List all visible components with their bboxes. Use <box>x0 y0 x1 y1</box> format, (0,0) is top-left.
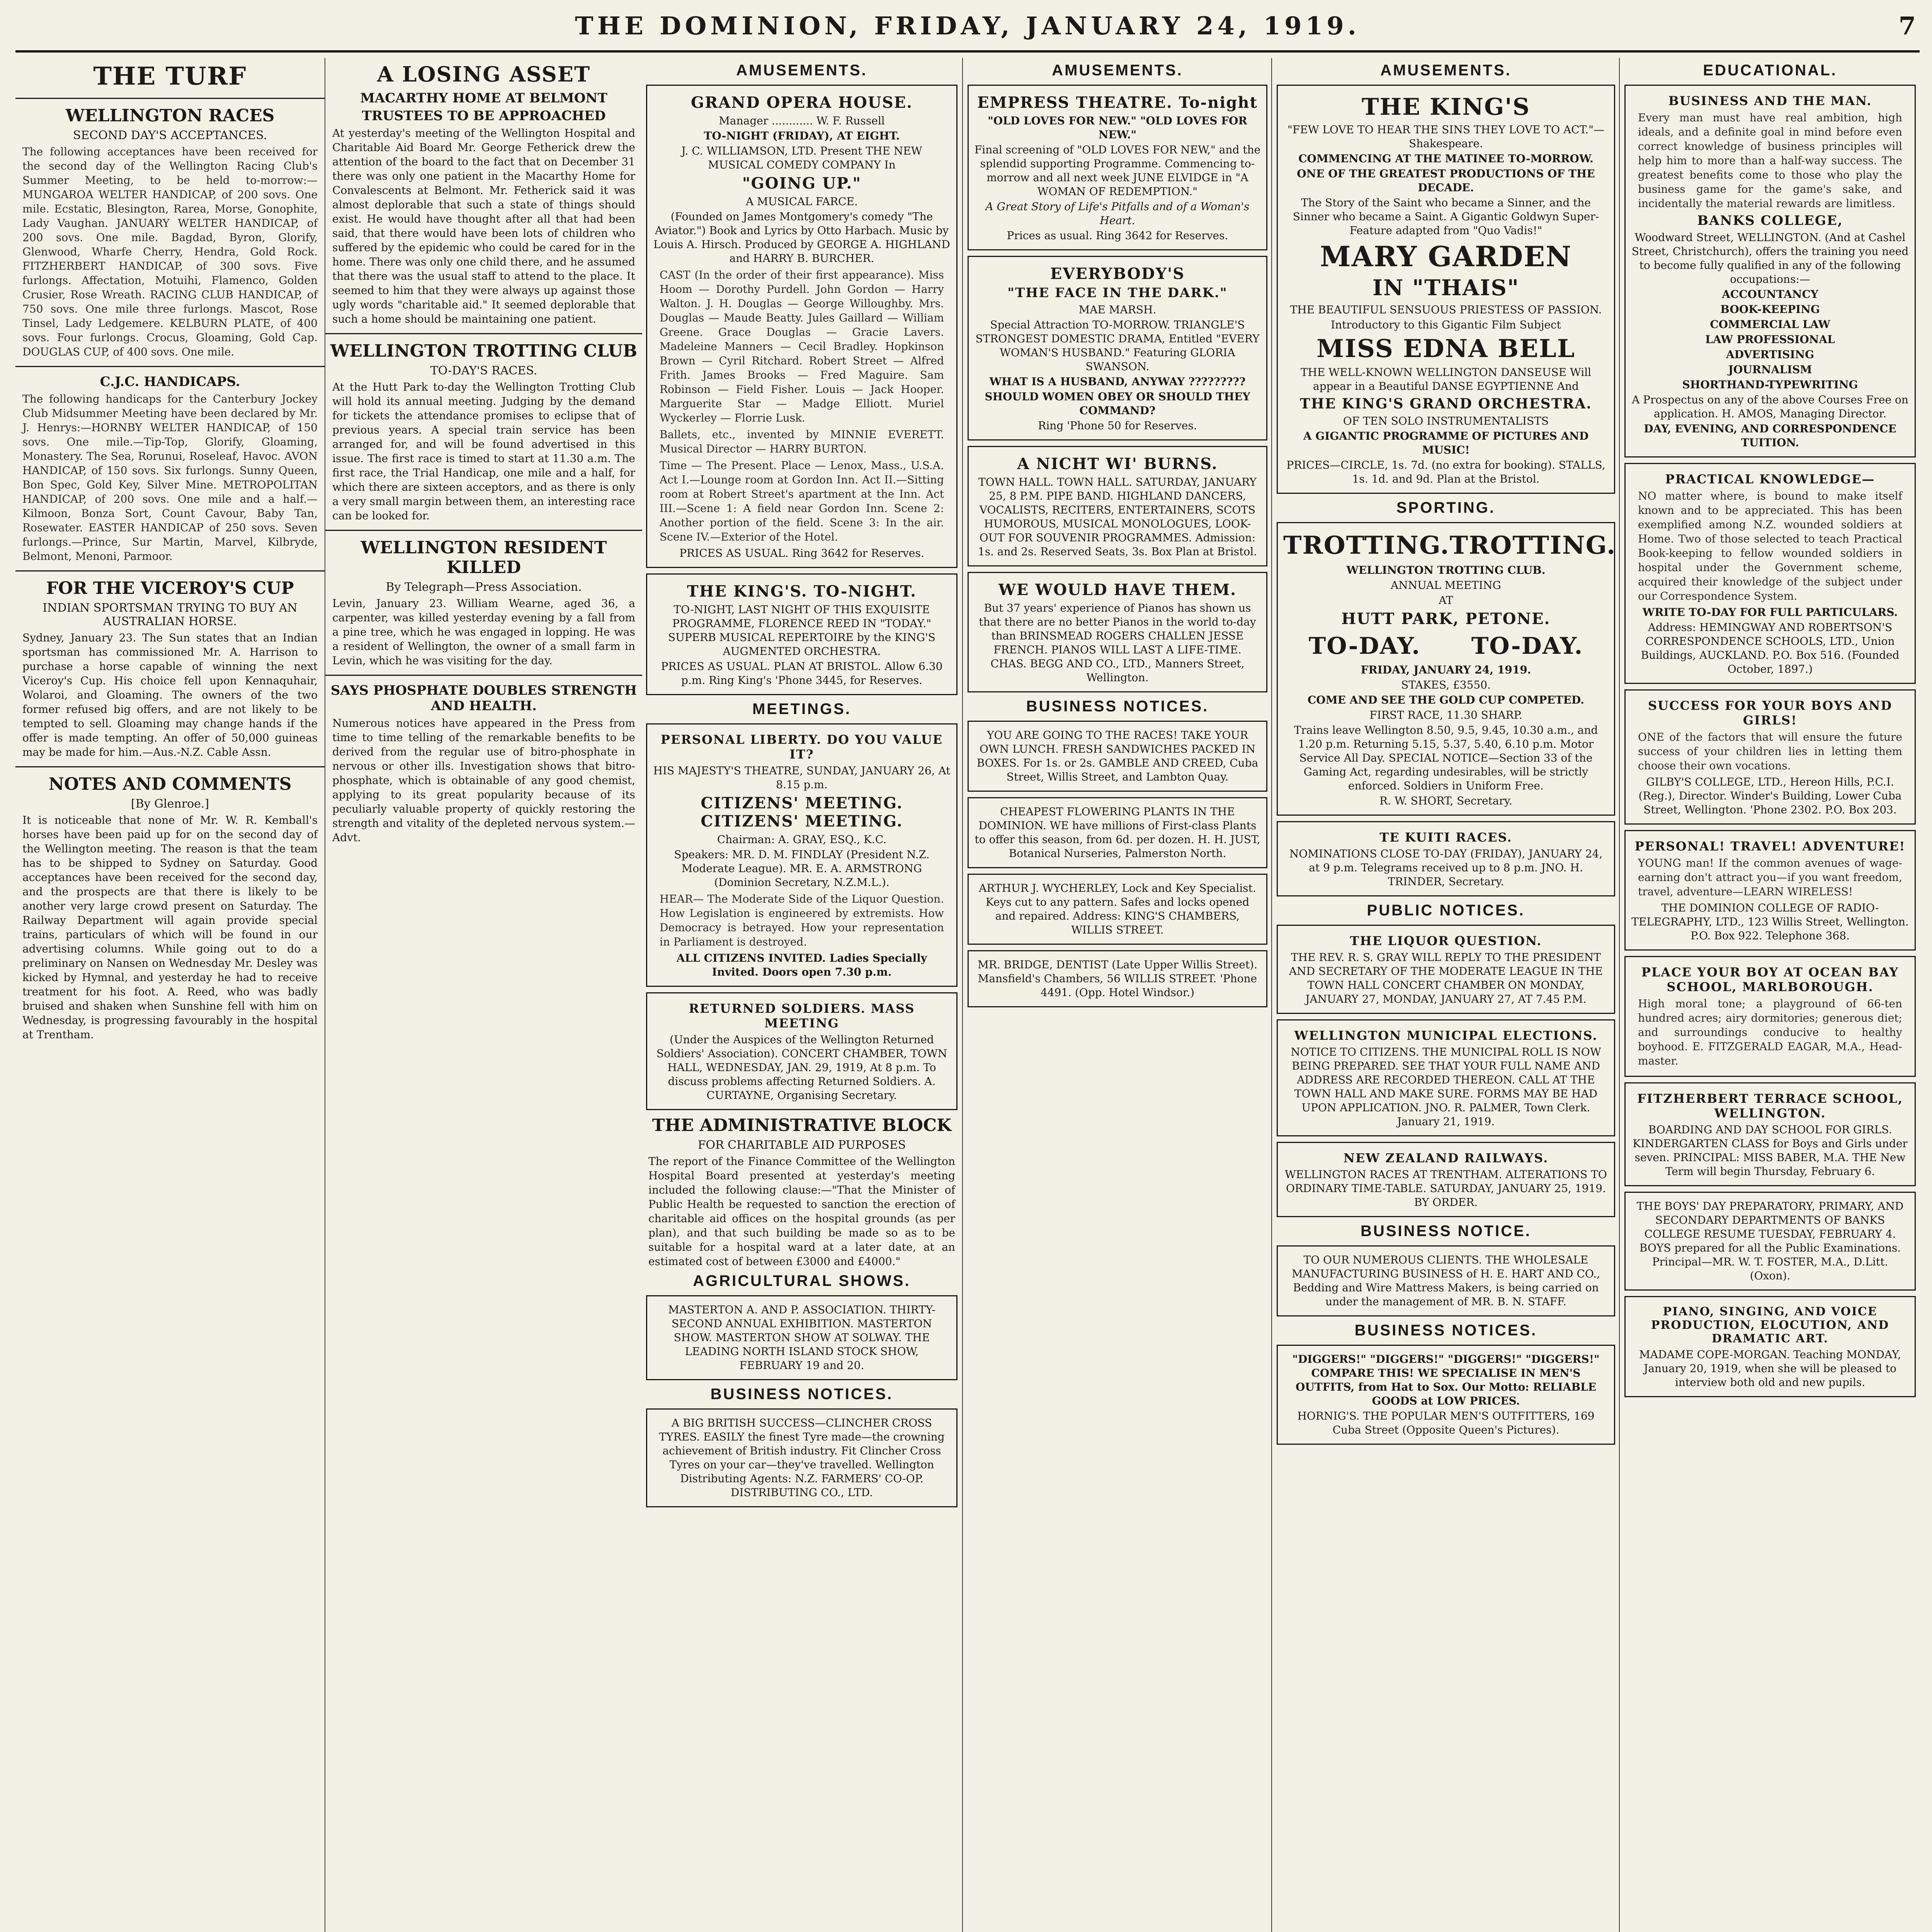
everybodys-question: WHAT IS A HUSBAND, ANYWAY ????????? <box>989 375 1246 388</box>
cjc-body: The following handicaps for the Canterbury Jockey Club Midsummer Meeting have been declared by Mr. J. Henrys:—HORNBY WELTER HANDICAP, of 150 sovs. One mile.—Tip-Top, Glorify, Gloaming, Monastery. The Sea, Rorunui, Roseleaf, Havoc. AVON HANDICAP, of 150 sovs. Six furlongs. Sunny Queen, Bon Spec, Gold Key, Silver Mine. METROPOLITAN HANDICAP, of 200 sovs. One mile and a half.—Kilmoon, Bonza Sort, Count Cavour, Baby Tan, Rosewater. EASTER HANDICAP of 250 sovs. Seven furlongs.—Prince, Sur Martin, Marvel, Kilbryde, Belmont, Menoni, Parmoor. <box>22 393 318 563</box>
banks-college-ad <box>1624 85 1916 457</box>
hart-ad <box>1277 1245 1615 1316</box>
trotting-stakes: STAKES, £3550. <box>1401 679 1491 691</box>
banks-course-4: ADVERTISING <box>1726 348 1815 361</box>
losing-asset-body: At yesterday's meeting of the Wellington Hospital and Charitable Aid Board Mr. George Fetherick drew the attention of the board to the fact that on December 31 there was only one patient in the Macarthy Home for Convalescents at Belmont. Mr. Fetherick said it was almost deplorable that such a state of things should exist. He would have thought after all that had been said, that there would have been lots of children who suffered by the epidemic who could be cared for in the home. There was only one child there, and he assumed that there was the usual staff to attend to the place. It seemed to him that they were always up against those ugly words "charitable aid." It seemed deplorable that such a home should be maintaining one patient. <box>332 127 635 325</box>
viceroy-body: Sydney, January 23. The Sun states that an Indian sportsman has commissioned Mr. A. Harrison to purchase a horse capable of winning the next Viceroy's Cup. His choice fell upon Kennaquhair, Wolaroi, and Gloaming. The owners of the two former refused big offers, and are not likely to be tempted to sell. Gloaming may change hands if the offer is made tempting. An offer of 50,000 guineas may be made for him.—Aus.-N.Z. Cable Assn. <box>22 631 318 759</box>
wellington-races-title: WELLINGTON RACES <box>65 106 275 126</box>
thais-miss: MISS EDNA BELL <box>1316 334 1575 363</box>
everybodys-show: "THE FACE IN THE DARK." <box>1007 285 1228 301</box>
trotting-club-sub: TO-DAY'S RACES. <box>430 364 537 378</box>
viceroy-sub: INDIAN SPORTSMAN TRYING TO BUY AN AUSTRALIAN HORSE. <box>43 601 298 628</box>
banks-course-5: JOURNALISM <box>1728 363 1812 376</box>
amusements-header-3: AMUSEMENTS. <box>736 62 867 79</box>
thais-orchestra-sub: OF TEN SOLO INSTRUMENTALISTS <box>1343 415 1549 427</box>
hart-body: TO OUR NUMEROUS CLIENTS. THE WHOLESALE MANUFACTURING BUSINESS of H. E. HART AND CO., Bedding and Wire Mattress Makers, is being carried on under the management of MR. B. N. STAFF. <box>1292 1253 1600 1308</box>
banks-college-title: BANKS COLLEGE, <box>1697 213 1843 228</box>
admin-block-title: THE ADMINISTRATIVE BLOCK <box>652 1116 952 1135</box>
returned-soldiers-body: (Under the Auspices of the Wellington Returned Soldiers' Association). CONCERT CHAMBER, TOWN HALL, WEDNESDAY, JAN. 29, 1919, At 8 p.m. To discuss problems affecting Returned Soldiers. A. CURTAYNE, Organising Secretary. <box>656 1033 947 1102</box>
write-address: Address: HEMINGWAY AND ROBERTSON'S CORRESPONDENCE SCHOOLS, LTD., Union Buildings, AUCKLAND. P.O. Box 516. (Founded October, 1897.) <box>1641 621 1900 675</box>
column-1 <box>15 58 325 1932</box>
gilbys-address: GILBY'S COLLEGE, LTD., Hereon Hills, P.C.I. (Reg.), Director. Winder's Building, Lower Cuba Street, Wellington. 'Phone 2302. P.O. Box 203. <box>1638 776 1902 816</box>
liberty-title: PERSONAL LIBERTY. DO YOU VALUE IT? <box>660 732 943 762</box>
kings-prices: PRICES AS USUAL. PLAN AT BRISTOL. Allow 6.30 p.m. Ring King's 'Phone 3445, for Reserves. <box>661 660 943 687</box>
lunch-ad <box>968 721 1267 792</box>
trotting-ad <box>1277 522 1615 816</box>
municipal-body: NOTICE TO CITIZENS. THE MUNICIPAL ROLL IS NOW BEING PREPARED. SEE THAT YOUR FULL NAME AND ADDRESS ARE RECORDED THEREON. CALL AT THE TOWN HALL AND MAKE SURE. FORMS MAY BE HAD UPON APPLICATION. JNO. R. PALMER, Town Clerk. January 21, 1919. <box>1291 1046 1601 1128</box>
wireless-ad <box>1624 830 1916 951</box>
opera-house-title: GRAND OPERA HOUSE. <box>690 94 913 112</box>
business-man-title: BUSINESS AND THE MAN. <box>1668 94 1872 108</box>
returned-soldiers-title: RETURNED SOLDIERS. MASS MEETING <box>689 1001 915 1031</box>
kings-ad <box>646 573 957 695</box>
banks-course-1: BOOK-KEEPING <box>1720 303 1820 316</box>
masthead-title: THE DOMINION, FRIDAY, JANUARY 24, 1919. <box>575 12 1361 41</box>
practical-knowledge-ad <box>1624 463 1916 684</box>
piano-ad <box>1624 1296 1916 1397</box>
thais-star-sub: THE BEAUTIFUL SENSUOUS PRIESTESS OF PASSION. <box>1290 303 1602 316</box>
agri-header: AGRICULTURAL SHOWS. <box>693 1272 911 1289</box>
liberty-hear: HEAR— The Moderate Side of the Liquor Question. How Legislation is engineered by extremists. How Democracy is betrayed. How your representation in Parliament is destroyed. <box>660 893 944 948</box>
ocean-bay-ad <box>1624 956 1916 1077</box>
thais-intro: Introductory to this Gigantic Film Subject <box>1331 318 1561 331</box>
resident-killed-body: Levin, January 23. William Wearne, aged 36, a carpenter, was killed yesterday evening by a fall from a pine tree, which he was engaged in lopping. He was a resident of Wellington, the owner of a small farm in Levin, which he was visiting for the day. <box>332 597 635 667</box>
masterton-body: MASTERTON A. AND P. ASSOCIATION. THIRTY-SECOND ANNUAL EXHIBITION. MASTERTON SHOW. MASTERTON SHOW AT SOLWAY. THE LEADING NORTH ISLAND STOCK SHOW, FEBRUARY 19 and 20. <box>668 1303 935 1372</box>
tyres-ad <box>646 1408 957 1507</box>
opera-house-ad <box>646 85 957 568</box>
opera-house-show: "GOING UP." <box>742 174 862 192</box>
fitzherbert-title: FITZHERBERT TERRACE SCHOOL, WELLINGTON. <box>1637 1091 1903 1121</box>
liberty-meeting-ad <box>646 723 957 987</box>
admin-block-sub: FOR CHARITABLE AID PURPOSES <box>697 1138 906 1152</box>
business-header-3: BUSINESS NOTICES. <box>710 1386 893 1403</box>
liberty-speakers: Speakers: MR. D. M. FINDLAY (President N.Z. Moderate League). MR. E. A. ARMSTRONG (Dominion Secretary, N.Z.M.L.). <box>674 848 930 889</box>
diggers-ad <box>1277 1345 1615 1445</box>
liquor-question-title: THE LIQUOR QUESTION. <box>1350 934 1542 948</box>
opera-house-cast: CAST (In the order of their first appearance). Miss Hoom — Dorothy Purdell. John Gordon — Harry Walton. J. H. Douglas — George Willoughby. Mrs. Douglas — Maude Beatty. Jules Gaillard — William Greene. Grace Douglas — Gracie Lavers. Madeleine Manners — Cecil Bradley. Hopkinson Brown — Cyril Ritchard. Robert Street — Alfred Frith. James Brooks — Fred Maguire. Sam Robinson — Field Fisher. Louis — Jack Hooper. Marguerite Star — Madge Elliott. Muriel Wyckerley — Florrie Lusk. <box>660 269 944 424</box>
thais-programme: A GIGANTIC PROGRAMME OF PICTURES AND MUSIC! <box>1303 430 1589 456</box>
banks-tuition: DAY, EVENING, AND CORRESPONDENCE TUITION. <box>1644 422 1896 449</box>
business-notices-header-5: BUSINESS NOTICES. <box>1354 1322 1537 1339</box>
meetings-header: MEETINGS. <box>752 701 852 718</box>
opera-house-farce: A MUSICAL FARCE. <box>746 195 858 208</box>
trotting-gold-cup: COME AND SEE THE GOLD CUP COMPETED. <box>1308 694 1584 706</box>
everybodys-body: Special Attraction TO-MORROW. TRIANGLE'S STRONGEST DOMESTIC DRAMA, Entitled "EVERY WOMAN'S HUSBAND." Featuring GLORIA SWANSON. <box>975 318 1260 373</box>
thais-ad <box>1277 85 1615 494</box>
thais-orchestra: THE KING'S GRAND ORCHESTRA. <box>1300 396 1592 412</box>
banks-course-0: ACCOUNTANCY <box>1722 288 1818 301</box>
lunch-body: YOU ARE GOING TO THE RACES! TAKE YOUR OWN LUNCH. FRESH SANDWICHES PACKED IN BOXES. For 1s. or 2s. GAMBLE AND CREED, Cuba Street, Willis Street, and Lambton Quay. <box>976 729 1259 783</box>
business-notice-header: BUSINESS NOTICE. <box>1361 1223 1531 1240</box>
admin-block-body: The report of the Finance Committee of the Wellington Hospital Board presented at yesterday's meeting included the following clause:—"That the Minister of Public Health be requested to sanction the erection of charitable aid offices on the hospital grounds (as per plan), and that such building be made so as to be suitable for a hospital ward at a later date, at an estimated cost of between £3000 and £4000." <box>648 1155 955 1268</box>
trotting-first-race: FIRST RACE, 11.30 SHARP. <box>1369 709 1522 721</box>
cjc-title: C.J.C. HANDICAPS. <box>100 374 240 389</box>
practical-body: NO matter where, is bound to make itself known and to be appreciated. This has been exemplified among N.Z. wounded soldiers at Home. Two of those selected to teach Practical Book-keeping to fellow wounded soldiers in hospital under the Government scheme, acquired their knowledge of the subject under our Correspondence System. <box>1638 490 1902 602</box>
column-4 <box>962 58 1272 1932</box>
banks-course-3: LAW PROFESSIONAL <box>1705 333 1835 346</box>
empress-body: Final screening of "OLD LOVES FOR NEW," and the splendid supporting Programme. Commencing to-morrow and all next week JUNE ELVIDGE in "A WOMAN OF REDEMPTION." <box>974 143 1261 198</box>
wireless-title: PERSONAL! TRAVEL! ADVENTURE! <box>1634 839 1906 854</box>
business-header-4: BUSINESS NOTICES. <box>1026 698 1209 715</box>
te-kuiti-body: NOMINATIONS CLOSE TO-DAY (FRIDAY), JANUARY 24, at 9 p.m. Telegrams received up to 8 p.m. JNO. H. TRINDER, Secretary. <box>1289 847 1603 888</box>
trotting-today-right: TO-DAY. <box>1471 633 1583 660</box>
pianos-ad <box>968 572 1267 692</box>
liquor-question-body: THE REV. R. S. GRAY WILL REPLY TO THE PRESIDENT AND SECRETARY OF THE MODERATE LEAGUE IN THE TOWN HALL CONCERT CHAMBER ON MONDAY, JANUARY 27, MONDAY, JANUARY 27, AT 7.45 P.M. <box>1289 951 1603 1005</box>
plants-body: CHEAPEST FLOWERING PLANTS IN THE DOMINION. WE have millions of First-class Plants to offer this season, from 6d. per dozen. H. H. JUST, Botanical Nurseries, Palmerston North. <box>975 805 1260 860</box>
fitzherbert-body: BOARDING AND DAY SCHOOL FOR GIRLS. KINDERGARTEN CLASS for Boys and Girls under seven. PRINCIPAL: MISS BABER, M.A. THE New Term will begin Thursday, February 6. <box>1633 1123 1908 1178</box>
banks-course-6: SHORTHAND-TYPEWRITING <box>1682 378 1858 391</box>
everybodys-star: MAE MARSH. <box>1078 303 1156 316</box>
masthead <box>15 8 1920 53</box>
write-today: WRITE TO-DAY FOR FULL PARTICULARS. <box>1642 606 1898 619</box>
piano-title: PIANO, SINGING, AND VOICE PRODUCTION, ELOCUTION, AND DRAMATIC ART. <box>1651 1305 1889 1345</box>
empress-ad <box>968 85 1267 250</box>
wireless-body: YOUNG man! If the common avenues of wage-earning don't attract you—if you want freedom, travel, adventure—LEARN WIRELESS! <box>1638 857 1902 898</box>
trotting-date: FRIDAY, JANUARY 24, 1919. <box>1361 663 1531 676</box>
opera-house-acts: Time — The Present. Place — Lenox, Mass., U.S.A. Act I.—Lounge room at Gordon Inn. Act II.—Sitting room at Robert Street's apartment at the Inn. Act III.—Scene 1: A field near Gordon Inn. Scene 2: Another portion of the field. Scene 3: In the air. Scene IV.—Exterior of the Hotel. <box>660 459 944 543</box>
dentist-ad <box>968 950 1267 1007</box>
banks-boys-body: THE BOYS' DAY PREPARATORY, PRIMARY, AND SECONDARY DEPARTMENTS OF BANKS COLLEGE RESUME TUESDAY, FEBRUARY 4. BOYS prepared for all the Public Examinations. Principal—MR. W. T. FOSTER, M.A., D.Litt. (Oxon). <box>1636 1200 1904 1282</box>
wellington-races-body: The following acceptances have been received for the second day of the Wellington Racing Club's Summer Meeting, to be held to-morrow:—MUNGAROA WELTER HANDICAP, of 200 sovs. One mile. Ecstatic, Blesington, Rarea, Morse, Gonophite, Lady Vaughan. JANUARY WELTER HANDICAP, of 200 sovs. One mile. Bagdad, Byron, Glorify, Glenwood, Wharfe Cherry, Hendra, Gold Rock. FITZHERBERT HANDICAP, of 300 sovs. Five furlongs. Affectation, Motuihi, Flamenco, Golden Crusier, Rose Wreath. RACING CLUB HANDICAP, of 750 sovs. One mile three furlongs. Mascot, Rose Tinsel, Lady Ledgemere. KELBURN PLATE, of 400 sovs. Four furlongs. Crocus, Gloaming, Gold Cap. DOUGLAS CUP, of 400 sovs. One mile. <box>22 145 318 358</box>
losing-asset-sub2: TRUSTEES TO BE APPROACHED <box>362 108 606 124</box>
trotting-heading-left: TROTTING. <box>1283 531 1450 560</box>
diggers-sign: HORNIG'S. THE POPULAR MEN'S OUTFITTERS, 169 Cuba Street (Opposite Queen's Pictures). <box>1297 1410 1595 1436</box>
empress-title: EMPRESS THEATRE. To-night <box>977 94 1258 112</box>
empress-show: "OLD LOVES FOR NEW." "OLD LOVES FOR NEW." <box>988 114 1247 141</box>
opera-house-ballet: Ballets, etc., invented by MINNIE EVERETT. Musical Director — HARRY BURTON. <box>660 428 944 455</box>
thais-star: MARY GARDEN <box>1320 240 1572 273</box>
kings-body: TO-NIGHT, LAST NIGHT OF THIS EXQUISITE PROGRAMME, FLORENCE REED IN "TODAY." SUPERB MUSICAL REPERTOIRE by the KING'S AUGMENTED ORCHESTRA. <box>668 603 935 658</box>
trotting-today-left: TO-DAY. <box>1308 633 1421 660</box>
boys-girls-body: ONE of the factors that will ensure the future success of your children lies in letting them choose their own vocations. <box>1638 731 1902 772</box>
empress-tag: A Great Story of Life's Pitfalls and of a Woman's Heart. <box>985 200 1250 227</box>
boys-girls-title: SUCCESS FOR YOUR BOYS AND GIRLS! <box>1648 698 1893 728</box>
trotting-club-title: WELLINGTON TROTTING CLUB <box>330 341 638 361</box>
practical-title: PRACTICAL KNOWLEDGE— <box>1665 472 1875 486</box>
newspaper-page <box>15 58 1920 1932</box>
thais-kings: THE KING'S <box>1362 94 1530 121</box>
thais-commencing: COMMENCING AT THE MATINEE TO-MORROW. <box>1298 152 1594 165</box>
phosphate-title: SAYS PHOSPHATE DOUBLES STRENGTH AND HEALTH. <box>330 683 637 714</box>
sporting-header: SPORTING. <box>1396 499 1496 516</box>
column-2 <box>325 58 642 1932</box>
kings-title: THE KING'S. TO-NIGHT. <box>687 582 917 600</box>
banks-course-2: COMMERCIAL LAW <box>1710 318 1830 331</box>
everybodys-title: EVERYBODY'S <box>1050 265 1185 283</box>
business-man-body: Every man must have real ambition, high ideals, and a definite goal in mind before even correct knowledge of business principles will help him to more than a half-way success. The greatest benefits come to those who play the business game for the game's sake, and incidentally the material rewards are limitless. <box>1638 111 1902 210</box>
resident-killed-sub: By Telegraph—Press Association. <box>386 580 582 594</box>
liberty-body: HIS MAJESTY'S THEATRE, SUNDAY, JANUARY 26, At 8.15 p.m. <box>653 764 951 791</box>
everybodys-ad <box>968 256 1267 440</box>
tyres-body: A BIG BRITISH SUCCESS—CLINCHER CROSS TYRES. EASILY the finest Tyre made—the crowning achievement of British industry. Fit Clincher Cross Tyres on your car—they've travelled. Wellington Distributing Agents: N.Z. FARMERS' CO-OP. DISTRIBUTING CO., LTD. <box>659 1417 945 1499</box>
thais-show: IN "THAIS" <box>1372 275 1519 301</box>
resident-killed-title: WELLINGTON RESIDENT KILLED <box>361 538 607 577</box>
wireless-address: THE DOMINION COLLEGE OF RADIO-TELEGRAPHY, LTD., 123 Willis Street, Wellington. P.O. Box 922. Telephone 368. <box>1631 901 1909 942</box>
everybodys-question-2: SHOULD WOMEN OBEY OR SHOULD THEY COMMAND? <box>985 390 1250 417</box>
public-notices-header: PUBLIC NOTICES. <box>1367 902 1525 919</box>
railways-body: WELLINGTON RACES AT TRENTHAM. ALTERATIONS TO ORDINARY TIME-TABLE. SATURDAY, JANUARY 25, 1919. BY ORDER. <box>1285 1168 1607 1209</box>
municipal-ad <box>1277 1019 1615 1136</box>
everybodys-prices: Ring 'Phone 50 for Reserves. <box>1038 419 1197 432</box>
dentist-body: MR. BRIDGE, DENTIST (Late Upper Willis Street). Mansfield's Chambers, 56 WILLIS STREET. 'Phone 4491. (Opp. Hotel Windsor.) <box>978 958 1257 999</box>
masterton-ad <box>646 1295 957 1380</box>
thais-prices: PRICES—CIRCLE, 1s. 7d. (no extra for booking). STALLS, 1s. 1d. and 9d. Plan at the Bristol. <box>1286 459 1605 485</box>
pianos-title: WE WOULD HAVE THEM. <box>998 581 1237 599</box>
liberty-chair: Chairman: A. GRAY, ESQ., K.C. <box>717 833 887 846</box>
losing-asset-title: A LOSING ASSET <box>377 62 591 87</box>
locksmith-ad <box>968 874 1267 945</box>
trotting-secretary: R. W. SHORT, Secretary. <box>1379 794 1512 807</box>
trotting-annual: ANNUAL MEETING <box>1391 579 1501 592</box>
empress-prices: Prices as usual. Ring 3642 for Reserves. <box>1007 229 1228 242</box>
opera-house-tonight: TO-NIGHT (FRIDAY), AT EIGHT. <box>704 129 900 142</box>
thais-one: ONE OF THE GREATEST PRODUCTIONS OF THE DECADE. <box>1297 167 1595 194</box>
notes-body: It is noticeable that none of Mr. W. R. Kemball's horses have been paid up for on the second day of the Wellington meeting. The reason is that the team has to be shipped to Sydney on Saturday. Good acceptances have been received for the second day, and the prospects are that there is likely to be another very large crowd present on Saturday. The Railway Department will again provide special trains, particulars of which will be found in our advertising columns. While going out to do a preliminary on Nansen on Wednesday Mr. Desley was kicked by Hymnal, and yesterday he had to receive treatment for his foot. A. Reed, who was badly bruised and shaken when Sunshine fell with him on Wednesday, is progressing favourably in the hospital at Trentham. <box>22 814 318 1041</box>
diggers-body: "DIGGERS!" "DIGGERS!" "DIGGERS!" "DIGGERS!" COMPARE THIS! WE SPECIALISE IN MEN'S OUTFITS, from Hat to Sox. Our Motto: RELIABLE GOODS at LOW PRICES. <box>1292 1353 1600 1407</box>
ocean-bay-title: PLACE YOUR BOY AT OCEAN BAY SCHOOL, MARLBOROUGH. <box>1641 965 1899 994</box>
thais-quote: "FEW LOVE TO HEAR THE SINS THEY LOVE TO ACT."—Shakespeare. <box>1287 123 1604 150</box>
amusements-header-5: AMUSEMENTS. <box>1380 62 1512 79</box>
railways-ad <box>1277 1142 1615 1217</box>
pianos-body: But 37 years' experience of Pianos has shown us that there are no better Pianos in the world to-day than BRINSMEAD ROGERS CHALLEN JESSE FRENCH. PIANOS WILL LAST A LIFE-TIME. CHAS. BEGG AND CO., LTD., Manners Street, Wellington. <box>979 602 1256 684</box>
ocean-bay-body: High moral tone; a playground of 66-ten hundred acres; airy dormitories; generous diet; and surroundings conducive to healthy boyhood. E. FITZGERALD EAGAR, M.A., Head-master. <box>1638 997 1902 1067</box>
trotting-place: HUTT PARK, PETONE. <box>1341 610 1551 628</box>
thais-story: The Story of the Saint who became a Sinner, and the Sinner who became a Saint. A Gigantic Goldwyn Super-Feature adapted from "Quo Vadis!" <box>1293 196 1599 237</box>
opera-house-prices: PRICES AS USUAL. Ring 3642 for Reserves. <box>679 547 924 560</box>
trotting-club-body: At the Hutt Park to-day the Wellington Trotting Club will hold its annual meeting. Judging by the demand for tickets the attendance promises to eclipse that of previous years. A special train service has been arranged for, and will be found advertised in this issue. The first race is timed to start at 11.30 a.m. The first race, the Trial Handicap, one mile and a half, for which there are sixteen acceptors, and as there is only a very small margin between them, an interesting race can be looked for. <box>332 381 635 522</box>
page-number: 7 <box>1898 12 1916 41</box>
banks-footer: A Prospectus on any of the above Courses Free on application. H. AMOS, Managing Director. <box>1632 393 1908 420</box>
trotting-club-name: WELLINGTON TROTTING CLUB. <box>1346 564 1546 577</box>
opera-house-present: J. C. WILLIAMSON, LTD. Present THE NEW MUSICAL COMEDY COMPANY In <box>681 145 922 171</box>
phosphate-body: Numerous notices have appeared in the Press from time to time telling of the remarkable benefits to be derived from the regular use of bitro-phosphate in nervous or other ills. Investigation shows that bitro-phosphate, which is obtainable of any good chemist, applying to its great popularity because of its peculiarly valuable property of quickly restoring the strength and vitality of the depleted nervous system.—Advt. <box>332 717 635 844</box>
gilbys-ad <box>1624 689 1916 825</box>
plants-ad <box>968 797 1267 868</box>
trotting-body: Trains leave Wellington 8.50, 9.5, 9.45, 10.30 a.m., and 1.20 p.m. Returning 5.15, 5.37, 5.40, 6.10 p.m. Motor Service All Day. SPECIAL NOTICE—Section 33 of the Gaming Act, regarding undesirables, will be strictly enforced. Soldiers in Uniform Free. <box>1294 724 1598 792</box>
burns-title: A NICHT WI' BURNS. <box>1017 455 1218 473</box>
educational-header: EDUCATIONAL. <box>1703 62 1837 79</box>
banks-college-address: Woodward Street, WELLINGTON. (And at Cashel Street, Christchurch), offers the training you need to become fully qualified in any of the following occupations:— <box>1631 231 1909 286</box>
opera-house-body: (Founded on James Montgomery's comedy "The Aviator.") Book and Lyrics by Otto Harbach. Music by Louis A. Hirsch. Produced by GEORGE A. HIGHLAND and HARRY B. BURCHER. <box>653 210 950 265</box>
amusements-header-4: AMUSEMENTS. <box>1052 62 1183 79</box>
te-kuiti-title: TE KUITI RACES. <box>1379 830 1512 845</box>
opera-house-manager: Manager ............ W. F. Russell <box>719 114 885 127</box>
column-5 <box>1271 58 1620 1932</box>
fitzherbert-ad <box>1624 1082 1916 1186</box>
returned-soldiers-ad <box>646 992 957 1110</box>
trotting-heading-right: TROTTING. <box>1449 531 1616 560</box>
column-3 <box>641 58 962 1932</box>
trotting-at: AT <box>1439 594 1453 607</box>
burns-night-ad <box>968 446 1267 566</box>
liberty-head: CITIZENS' MEETING. CITIZENS' MEETING. <box>701 794 903 830</box>
losing-asset-sub: MACARTHY HOME AT BELMONT <box>360 90 607 106</box>
piano-body: MADAME COPE-MORGAN. Teaching MONDAY, January 20, 1919, when she will be pleased to interview both old and new pupils. <box>1639 1348 1901 1389</box>
turf-header: THE TURF <box>93 62 247 91</box>
wellington-races-sub: SECOND DAY'S ACCEPTANCES. <box>73 129 267 142</box>
liberty-invite: ALL CITIZENS INVITED. Ladies Specially Invited. Doors open 7.30 p.m. <box>676 952 927 978</box>
municipal-title: WELLINGTON MUNICIPAL ELECTIONS. <box>1294 1028 1598 1043</box>
notes-title: NOTES AND COMMENTS <box>48 774 292 794</box>
notes-sub: [By Glenroe.] <box>131 797 209 811</box>
te-kuiti-ad <box>1277 821 1615 896</box>
column-6 <box>1619 58 1920 1932</box>
liquor-question-ad <box>1277 925 1615 1014</box>
banks-boys-ad <box>1624 1192 1916 1291</box>
thais-miss-sub: THE WELL-KNOWN WELLINGTON DANSEUSE Will appear in a Beautiful DANSE EGYPTIENNE And <box>1300 366 1592 393</box>
viceroy-title: FOR THE VICEROY'S CUP <box>46 578 294 598</box>
burns-body: TOWN HALL. TOWN HALL. SATURDAY, JANUARY 25, 8 P.M. PIPE BAND. HIGHLAND DANCERS, VOCALISTS, RECITERS, ENTERTAINERS, SCOTS HUMOROUS, MUSICAL MONOLOGUES, LOOK-OUT FOR SOUVENIR PROGRAMMES. Admission: 1s. and 2s. Reserved Seats, 3s. Box Plan at Bristol. <box>978 476 1257 558</box>
railways-title: NEW ZEALAND RAILWAYS. <box>1343 1151 1549 1165</box>
locksmith-body: ARTHUR J. WYCHERLEY, Lock and Key Specialist. Keys cut to any pattern. Safes and locks opened and repaired. Address: KING'S CHAMBERS, WILLIS STREET. <box>979 882 1256 936</box>
